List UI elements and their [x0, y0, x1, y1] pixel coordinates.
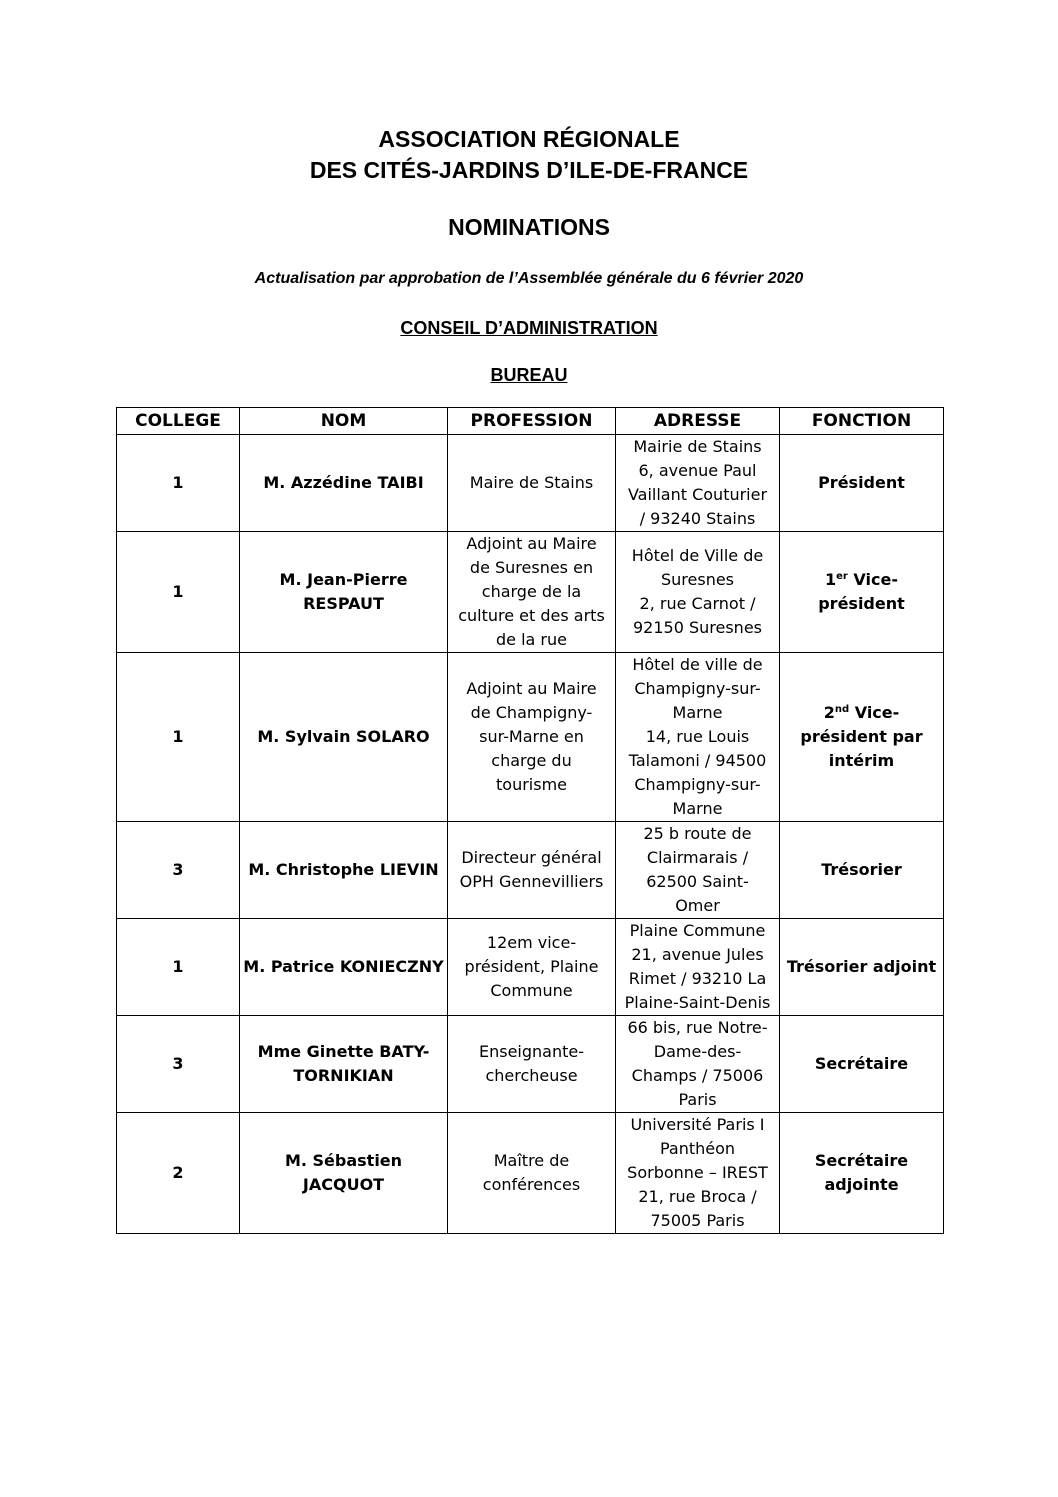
fonction-ordinal-suffix: er [836, 571, 848, 582]
cell-fonction: Trésorier [780, 822, 944, 919]
cell-fonction: Président [780, 435, 944, 532]
cell-fonction [780, 532, 944, 653]
cell-profession: Maître de conférences [448, 1113, 616, 1234]
header-nom: NOM [240, 408, 448, 435]
table-row [117, 919, 944, 1016]
table-row [117, 822, 944, 919]
association-title-line1: ASSOCIATION RÉGIONALE [378, 126, 680, 152]
cell-adresse: 66 bis, rue Notre- Dame-des- Champs / 75006 Paris [616, 1016, 780, 1113]
bureau-table [116, 407, 944, 1234]
update-subtitle: Actualisation par approbation de l’Assemblée générale du 6 février 2020 [254, 270, 804, 287]
cell-fonction [780, 653, 944, 822]
cell-nom: Mme Ginette BATY- TORNIKIAN [240, 1016, 448, 1113]
cell-college: 2 [117, 1113, 240, 1234]
cell-adresse: Hôtel de ville de Champigny-sur- Marne 14, rue Louis Talamoni / 94500 Champigny-sur- Marne [616, 653, 780, 822]
table-row [117, 653, 944, 822]
header-adresse: ADRESSE [616, 408, 780, 435]
cell-nom: M. Sylvain SOLARO [240, 653, 448, 822]
fonction-text: Vice-président [818, 570, 905, 613]
section-conseil: CONSEIL D’ADMINISTRATION [400, 318, 658, 338]
cell-nom: M. Sébastien JACQUOT [240, 1113, 448, 1234]
table-row [117, 532, 944, 653]
cell-profession: Maire de Stains [448, 435, 616, 532]
cell-college: 3 [117, 1016, 240, 1113]
cell-college: 1 [117, 919, 240, 1016]
cell-fonction: Trésorier adjoint [780, 919, 944, 1016]
cell-nom: M. Jean-Pierre RESPAUT [240, 532, 448, 653]
table-header-row [117, 408, 944, 435]
cell-profession: Enseignante- chercheuse [448, 1016, 616, 1113]
cell-fonction: Secrétaire [780, 1016, 944, 1113]
fonction-number: 1 [825, 570, 837, 589]
fonction-ordinal-suffix: nd [834, 704, 850, 715]
cell-profession: Adjoint au Maire de Suresnes en charge de la culture et des arts de la rue [448, 532, 616, 653]
cell-college: 1 [117, 435, 240, 532]
cell-college: 1 [117, 532, 240, 653]
cell-fonction: Secrétaire adjointe [780, 1113, 944, 1234]
fonction-text: Vice- président par intérim [800, 703, 923, 770]
association-title-line2: DES CITÉS-JARDINS D’ILE-DE-FRANCE [309, 157, 749, 183]
header-profession: PROFESSION [448, 408, 616, 435]
header-college: COLLEGE [117, 408, 240, 435]
cell-nom: M. Patrice KONIECZNY [240, 919, 448, 1016]
cell-nom: M. Christophe LIEVIN [240, 822, 448, 919]
table-row [117, 1113, 944, 1234]
cell-college: 1 [117, 653, 240, 822]
table-row [117, 1016, 944, 1113]
cell-profession: Adjoint au Maire de Champigny- sur-Marne en charge du tourisme [448, 653, 616, 822]
cell-adresse: Plaine Commune 21, avenue Jules Rimet / 93210 La Plaine-Saint-Denis [616, 919, 780, 1016]
nominations-heading: NOMINATIONS [448, 214, 610, 240]
cell-adresse: Université Paris I Panthéon Sorbonne – IREST 21, rue Broca / 75005 Paris [616, 1113, 780, 1234]
cell-adresse: 25 b route de Clairmarais / 62500 Saint- Omer [616, 822, 780, 919]
section-bureau: BUREAU [490, 365, 568, 385]
cell-profession: Directeur général OPH Gennevilliers [448, 822, 616, 919]
cell-adresse: Hôtel de Ville de Suresnes 2, rue Carnot / 92150 Suresnes [616, 532, 780, 653]
header-fonction: FONCTION [780, 408, 944, 435]
cell-profession: 12em vice- président, Plaine Commune [448, 919, 616, 1016]
cell-nom: M. Azzédine TAIBI [240, 435, 448, 532]
fonction-number: 2 [823, 703, 835, 722]
cell-college: 3 [117, 822, 240, 919]
table-row [117, 435, 944, 532]
cell-adresse: Mairie de Stains 6, avenue Paul Vaillant Couturier / 93240 Stains [616, 435, 780, 532]
